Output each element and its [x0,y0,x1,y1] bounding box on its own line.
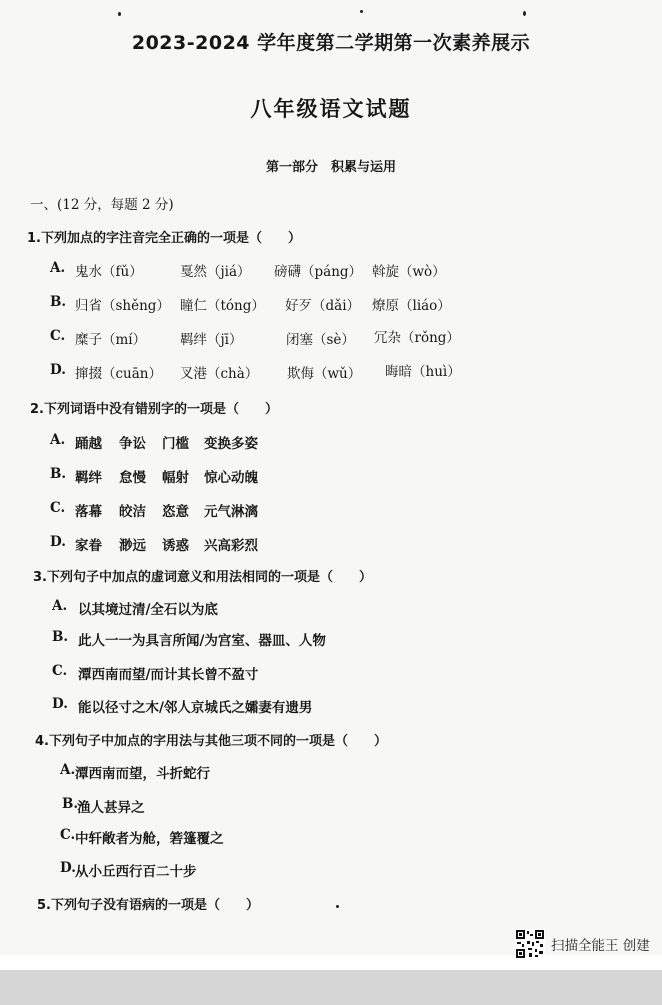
q1-option-letter: A. [50,260,66,276]
q3-option-text: 潭西南而望/而计其长曾不盈寸 [78,667,259,683]
q1-option-item: 戛然（jiá） [180,264,251,280]
q4-option-letter: D. [60,860,76,876]
q2-option-item: 渺远 [119,538,146,554]
q1-option-item: 斡旋（wò） [372,264,446,280]
q2-option-letter: A. [50,432,66,448]
q1-option-item: 羁绊（jī） [180,332,243,348]
question-3-stem: 3.下列句子中加点的虚词意义和用法相同的一项是（ ） [33,570,372,585]
q2-option-item: 诱惑 [162,538,189,554]
q1-option-item: 撺掇（cuān） [75,366,162,382]
q1-option-item: 闭塞（sè） [286,332,355,348]
q2-option-item: 家眷 [75,538,102,554]
q3-option-letter: A. [52,598,68,614]
q4-option-text: 从小丘西行百二十步 [75,864,197,880]
q2-option-item: 踊越 [75,436,102,452]
q2-option-item: 幅射 [162,470,189,486]
q1-option-item: 燎原（liáo） [372,298,451,314]
q1-option-item: 好歹（dǎi） [285,298,361,314]
q4-option-letter: A. [60,762,76,778]
q2-option-item: 变换多姿 [204,436,258,452]
q2-option-letter: B. [50,466,67,482]
scan-speck [118,12,121,16]
scan-speck [523,11,526,16]
scan-speck [336,905,339,908]
q2-option-item: 羁绊 [75,470,102,486]
q3-option-text: 能以径寸之木/邻人京城氏之孀妻有遗男 [78,700,313,716]
q2-option-item: 元气淋漓 [204,504,258,520]
q1-option-item: 叉港（chà） [180,366,259,382]
q2-option-item: 争讼 [119,436,146,452]
q4-option-text: 中轩敞者为舱，箬篷覆之 [75,831,224,847]
q4-option-text: 渔人甚异之 [77,800,145,816]
q4-option-text: 潭西南而望，斗折蛇行 [75,766,210,782]
q2-option-item: 怠慢 [119,470,146,486]
section-heading: 一、(12 分，每题 2 分) [30,197,174,213]
q2-option-item: 惊心动魄 [204,470,258,486]
q1-option-item: 磅礴（páng） [274,264,363,280]
scan-speck [360,10,363,13]
scanner-brand-text: 扫描全能王 创建 [551,938,650,954]
question-1-stem: 1.下列加点的字注音完全正确的一项是（ ） [27,231,301,246]
q3-option-letter: C. [52,663,68,679]
q2-option-letter: C. [50,500,66,516]
question-5-stem: 5.下列句子没有语病的一项是（ ） [37,898,259,913]
q2-option-item: 兴高彩烈 [204,538,258,554]
scanner-watermark [515,929,662,959]
q1-option-letter: D. [50,362,66,378]
q1-option-item: 糜子（mí） [75,332,147,348]
q1-option-item: 冗杂（rǒng） [374,330,460,346]
q1-option-item: 鬼水（fǔ） [75,264,143,280]
part-heading: 第一部分 积累与运用 [265,160,396,175]
q1-option-item: 晦暗（huì） [385,364,461,380]
q4-option-letter: C. [60,827,76,843]
exam-title: 2023-2024 学年度第二学期第一次素养展示 [131,32,531,54]
q2-option-item: 恣意 [162,504,189,520]
q1-option-item: 欺侮（wǔ） [287,366,362,382]
question-2-stem: 2.下列词语中没有错别字的一项是（ ） [30,402,278,417]
q1-option-letter: C. [50,328,66,344]
q4-option-letter: B. [62,796,79,812]
q2-option-item: 皎洁 [119,504,146,520]
q1-option-item: 瞳仁（tóng） [180,298,265,314]
viewer-bottom-bar [0,970,662,1005]
q1-option-letter: B. [50,294,67,310]
q2-option-item: 落幕 [75,504,102,520]
q3-option-text: 此人一一为具言所闻/为宫室、器皿、人物 [78,633,326,649]
q1-option-item: 归省（shěng） [75,298,170,314]
question-4-stem: 4.下列句子中加点的字用法与其他三项不同的一项是（ ） [35,734,387,749]
q3-option-letter: D. [52,696,68,712]
q3-option-letter: B. [52,629,69,645]
q3-option-text: 以其境过清/全石以为底 [78,602,218,618]
exam-subtitle: 八年级语文试题 [250,97,412,121]
qr-code-icon [515,929,545,959]
q2-option-letter: D. [50,534,66,550]
q2-option-item: 门槛 [162,436,189,452]
